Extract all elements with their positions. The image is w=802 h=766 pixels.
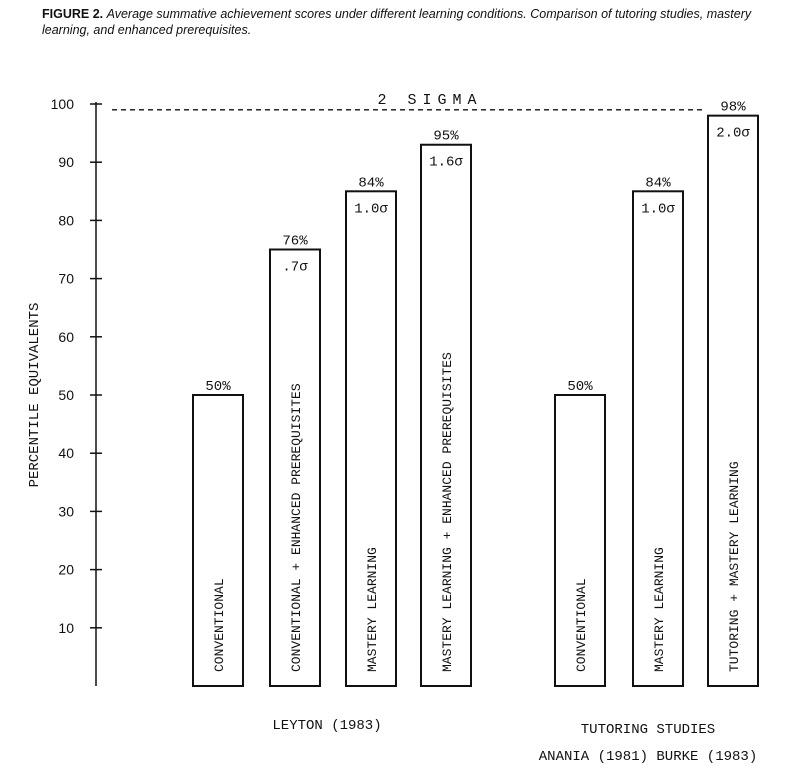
y-tick-label: 80 xyxy=(58,212,74,229)
y-tick-label: 50 xyxy=(58,387,74,403)
bar-sigma-label: .7σ xyxy=(282,259,308,276)
group-sublabel-tutoring: ANANIA (1981) BURKE (1983) xyxy=(538,749,758,765)
two-sigma-label: 2 SIGMA xyxy=(377,91,483,109)
bar-sigma-label: 1.6σ xyxy=(429,154,463,171)
bar-sigma-label: 2.0σ xyxy=(716,125,750,142)
y-tick-label: 20 xyxy=(58,561,74,578)
y-tick-label: 60 xyxy=(58,328,74,345)
y-tick-label: 40 xyxy=(58,445,74,462)
bar-category-label: MASTERY LEARNING xyxy=(365,547,380,672)
bar-value-label: 76% xyxy=(282,233,308,250)
bar-category-label: TUTORING + MASTERY LEARNING xyxy=(727,461,742,672)
figure-caption-label: FIGURE 2. xyxy=(42,7,104,21)
y-tick-label: 90 xyxy=(58,154,74,171)
bar-category-label: MASTERY LEARNING + ENHANCED PREREQUISITES xyxy=(440,352,455,672)
bar-sigma-label: 1.0σ xyxy=(354,201,388,218)
bar-category-label: CONVENTIONAL xyxy=(574,578,589,672)
bar-sigma-label: 1.0σ xyxy=(641,201,675,218)
figure-caption-text: Average summative achievement scores under different learning conditions. Comparison of tutoring studies, mastery learning, and enhanced prerequisites. xyxy=(42,7,752,37)
bar-value-label: 98% xyxy=(720,99,746,116)
bar-value-label: 50% xyxy=(205,379,231,395)
bar-value-label: 50% xyxy=(567,379,593,395)
bar-value-label: 84% xyxy=(645,175,671,192)
y-tick-label: 100 xyxy=(50,96,74,112)
y-tick-label: 30 xyxy=(58,503,74,520)
bar-value-label: 84% xyxy=(358,175,384,192)
y-tick-label: 70 xyxy=(58,270,74,287)
y-axis-label: PERCENTILE EQUIVALENTS xyxy=(27,302,43,488)
group-label-leyton: LEYTON (1983) xyxy=(272,718,382,734)
y-tick-label: 10 xyxy=(58,619,74,636)
bar-category-label: CONVENTIONAL + ENHANCED PREREQUISITES xyxy=(289,383,304,672)
bar-value-label: 95% xyxy=(433,128,459,145)
bar-category-label: CONVENTIONAL xyxy=(212,578,227,672)
bar-category-label: MASTERY LEARNING xyxy=(652,547,667,672)
group-label-tutoring: TUTORING STUDIES xyxy=(580,722,716,738)
